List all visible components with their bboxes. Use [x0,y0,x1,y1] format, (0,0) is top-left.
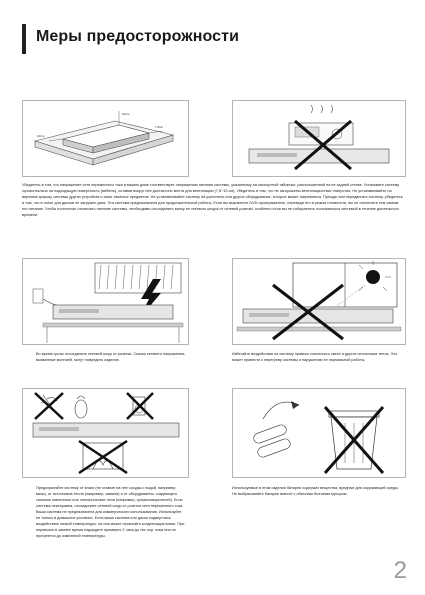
moisture-paragraph: Предохраняйте систему от влаги (не ставьте на нее сосуды с водой, например, вазы), от источников тепла (например, камина) и от оборудования, создающего сильные магнитные или электрические поля (например, громкоговорителей). Если система неисправна, отсоедините сетевой шнур от розетки сети переменного тока. Ваша система не предназначена для коммерческого использования. Используйте ее только в домашних условиях. Если ваша система или диски подверглись воздействию низкой температуры, на них может произойти конденсация влаги. При перевозке в зимнее время подождите примерно 2 часа до тех пор, пока она не прогреется до комнатной температуры. [36,486,185,538]
placement-paragraph: Убедитесь в том, что напряжение сети переменного тока в вашем доме соответствует напряжению питания системы, указанному на паспортной табличке, расположенной на ее задней стенке. Установите систему горизонтально на подходящую поверхность (мебель), оставив вокруг нее достаточно места для вентиляции (7,5~10 см). Убедитесь в том, что не загорожены вентиляционные отверстия. Не устанавливайте на верхнюю крышку системы других устройств и иных тяжелых предметов. Не устанавливайте систему на усилитель или другое оборудование, которое может нагреваться. Прежде чем передвигать систему, убедитесь в том, что в лотке для дисков не загружен диск. Эта система предназначена для продолжительной работы. Если вы выключите DVD-проигрыватель, переведя его в режим готовности, вы не отключите тем самым его питание. Чтобы полностью отключить питание системы, необходимо отсоединить вилку ее сетевого шнура от сетевой розетки, особенно если вы не собираетесь пользоваться системой в течение длительного времени. [22,183,403,217]
lightning-illustration [22,258,189,345]
clearance-back-label: 10cm [37,134,45,138]
vase-icon [75,400,87,418]
clearance-top-label: 10cm [122,112,130,116]
ventilation-illustration [22,100,189,177]
clearance-side-label: 7.5cm [155,125,164,129]
moisture-illustration [22,388,189,478]
battery-disposal-illustration [232,388,406,478]
page-title: Меры предосторожности [36,28,240,45]
no-stacking-illustration [232,100,406,177]
page-number: 2 [393,557,407,584]
sunlight-illustration [232,258,406,345]
title-marker [22,24,26,54]
lightning-paragraph: Во время грозы отсоедините сетевой шнур от розетки. Скачки сетевого напряжения, вызванные молнией, могут повредить изделие. [36,352,186,362]
batteries-paragraph: Используемые в этом изделии батареи содержат вещества, вредные для окружающей среды. Не выбрасывайте батареи вместе с обычным бытовым мусором. [232,486,399,496]
sunlight-paragraph: Избегайте воздействия на систему прямого солнечного света и других источников тепла. Это может привести к перегреву системы и нарушению ее нормальной работы. [232,352,398,362]
wall-socket-icon [33,289,43,303]
sun-icon [366,270,380,284]
